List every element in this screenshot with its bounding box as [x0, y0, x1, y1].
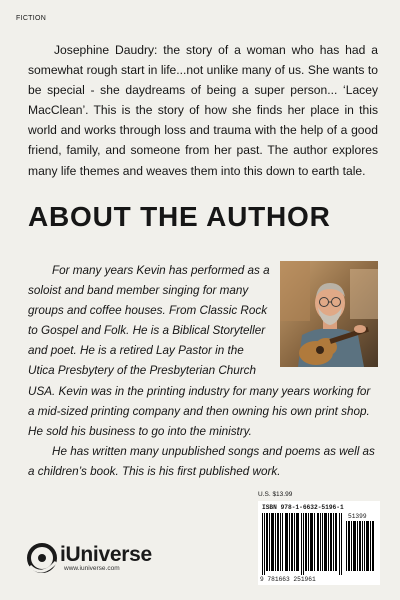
synopsis-paragraph: Josephine Daudry: the story of a woman who has had a somewhat rough start in life...not unlike many of us. She wants to be special - she daydreams of being a super person... ‘Lacey MacClean’. This is the story of how she finds her place in this world and works through loss and trauma with the help of a good friend, family, and someone from her past. The author explores many life themes and weaves them into this down to earth tale.: [28, 43, 378, 178]
addon-barcode-bars: [346, 521, 376, 571]
barcode-digits: 9 781663 251961: [260, 576, 316, 583]
price-label: U.S. $13.99: [258, 491, 293, 498]
bio-paragraph-2: He has written many unpublished songs and poems as well as a children’s book. This is his first published work.: [28, 444, 375, 478]
isbn-text: ISBN 978-1-6632-5196-1: [262, 504, 344, 511]
author-photo: [280, 261, 378, 367]
about-author-heading: ABOUT THE AUTHOR: [28, 201, 331, 232]
publisher-url: www.iuniverse.com: [64, 565, 120, 572]
bio-paragraph-1: For many years Kevin has performed as a soloist and band member singing for many groups and coffee houses. From Classic Rock to Gospel and Folk. He is a Biblical Storyteller and poet. He is a retired Lay Pastor in the Utica Presbytery of the Presbyterian Church USA. Kevin was in the printing industry for many years working for a mid-sized printing company and then owning his own print shop. He sold his business to go into the ministry.: [28, 264, 371, 438]
iuniverse-logo-icon: [26, 542, 58, 574]
isbn-barcode: [258, 501, 380, 585]
author-bio: [28, 261, 378, 482]
publisher-name: iUniverse: [60, 543, 152, 566]
publisher-logo: [26, 542, 152, 574]
main-barcode-bars: [262, 513, 344, 575]
addon-code: 51399: [348, 513, 367, 520]
genre-label: FICTION: [16, 15, 47, 22]
